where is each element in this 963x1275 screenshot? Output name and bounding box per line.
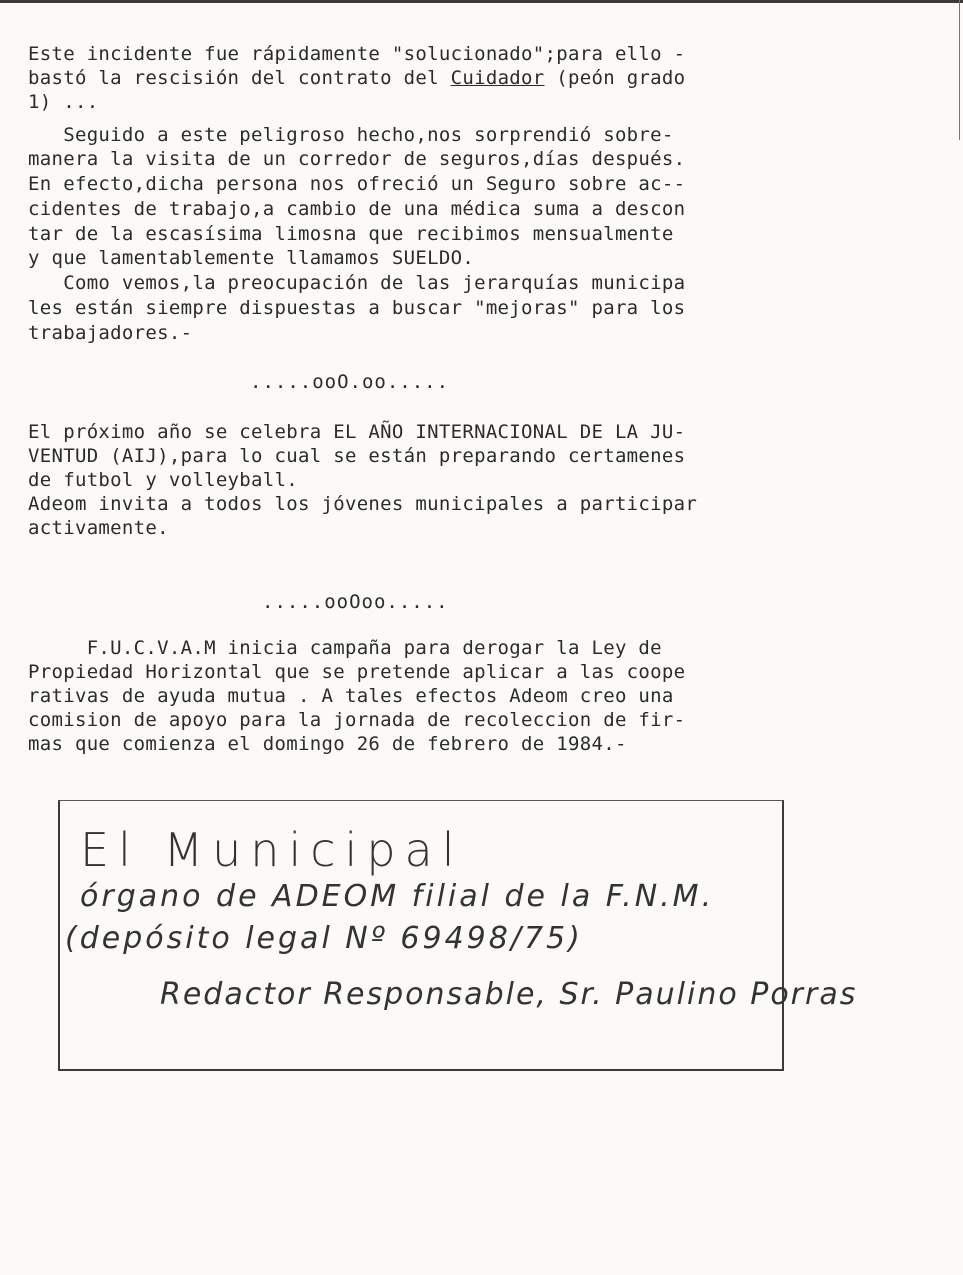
top-border-rule xyxy=(0,0,963,3)
paragraph-2-line-1: Seguido a este peligroso hecho,nos sorprendió sobre- xyxy=(28,124,674,146)
paragraph-2-line-5: tar de la escasísima limosna que recibimos mensualmente xyxy=(28,223,674,245)
paragraph-3-line-2: les están siempre dispuestas a buscar "mejoras" para los xyxy=(28,297,686,319)
paragraph-3-line-1: Como vemos,la preocupación de las jerarquías municipa xyxy=(28,272,686,294)
paragraph-1-line-1: Este incidente fue rápidamente "solucionado";para ello - xyxy=(28,43,686,65)
paragraph-4-line-3: de futbol y volleyball. xyxy=(28,469,298,491)
masthead-editor: Redactor Responsable, Sr. Paulino Porras xyxy=(160,977,858,1012)
paragraph-1-line-2 xyxy=(28,66,685,90)
paragraph-4-line-1: El próximo año se celebra EL AÑO INTERNACIONAL DE LA JU- xyxy=(28,421,686,443)
paragraph-5-line-3: rativas de ayuda mutua . A tales efectos Adeom creo una xyxy=(28,685,674,707)
section-separator: .....ooO.oo..... xyxy=(250,371,450,393)
paragraph-2-line-2: manera la visita de un corredor de seguros,días después. xyxy=(28,148,686,170)
masthead-title: El Municipal xyxy=(80,823,464,877)
masthead-box xyxy=(58,800,858,1071)
underlined-word: Cuidador xyxy=(450,67,545,89)
paragraph-2-line-3: En efecto,dicha persona nos ofreció un Seguro sobre ac-- xyxy=(28,173,686,195)
paragraph-5-line-5: mas que comienza el domingo 26 de febrero de 1984.- xyxy=(28,733,627,755)
paragraph-1-line-3: 1) ... xyxy=(28,91,99,113)
paragraph-4-line-5: activamente. xyxy=(28,517,169,539)
page-edge-mark xyxy=(959,0,960,140)
masthead-legal-deposit: (depósito legal Nº 69498/75) xyxy=(65,921,583,956)
masthead-organ-line: órgano de ADEOM filial de la F.N.M. xyxy=(80,879,715,914)
paragraph-5-line-4: comision de apoyo para la jornada de recoleccion de fir- xyxy=(28,709,686,731)
paragraph-4-line-2: VENTUD (AIJ),para lo cual se están preparando certamenes xyxy=(28,445,686,467)
paragraph-2-line-4: cidentes de trabajo,a cambio de una médica suma a descon xyxy=(28,198,686,220)
section-separator: .....ooOoo..... xyxy=(262,591,449,613)
paragraph-3-line-3: trabajadores.- xyxy=(28,322,193,344)
paragraph-2-line-6: y que lamentablemente llamamos SUELDO. xyxy=(28,247,475,269)
text-segment: bastó la rescisión del contrato del xyxy=(28,67,451,89)
paragraph-4-line-4: Adeom invita a todos los jóvenes municipales a participar xyxy=(28,493,698,515)
text-segment: (peón grado xyxy=(544,67,686,89)
paragraph-5-line-2: Propiedad Horizontal que se pretende aplicar a las coope xyxy=(28,661,686,683)
paragraph-5-line-1: F.U.C.V.A.M inicia campaña para derogar la Ley de xyxy=(28,637,662,659)
